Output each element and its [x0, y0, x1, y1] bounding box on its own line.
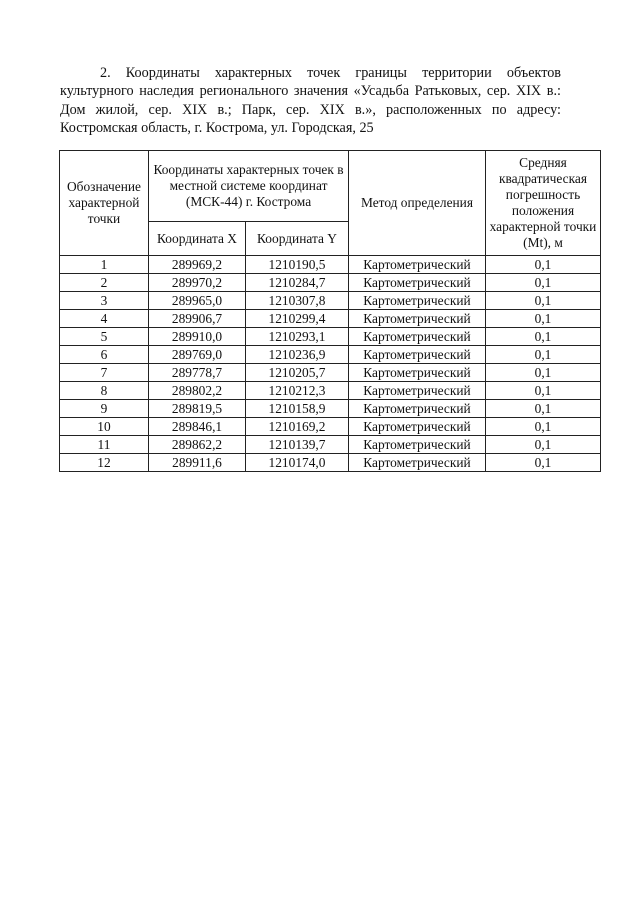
cell-y: 1210236,9	[246, 346, 349, 364]
header-x-label: Координата X	[157, 230, 237, 246]
header-coords-group-label: Координаты характерных точек в местной системе координат (МСК-44) г. Кострома	[153, 162, 344, 209]
cell-y: 1210293,1	[246, 328, 349, 346]
table-row	[60, 346, 601, 364]
cell-method: Картометрический	[349, 328, 486, 346]
cell-y: 1210174,0	[246, 454, 349, 472]
cell-x: 289778,7	[149, 364, 246, 382]
cell-error: 0,1	[486, 418, 601, 436]
cell-error: 0,1	[486, 274, 601, 292]
cell-y: 1210299,4	[246, 310, 349, 328]
cell-method: Картометрический	[349, 436, 486, 454]
cell-y: 1210169,2	[246, 418, 349, 436]
cell-method: Картометрический	[349, 382, 486, 400]
cell-y: 1210307,8	[246, 292, 349, 310]
header-coords-group	[149, 151, 349, 222]
cell-y: 1210190,5	[246, 256, 349, 274]
cell-method: Картометрический	[349, 400, 486, 418]
table-body	[60, 256, 601, 472]
cell-point: 2	[60, 274, 149, 292]
cell-error: 0,1	[486, 436, 601, 454]
cell-error: 0,1	[486, 346, 601, 364]
cell-point: 8	[60, 382, 149, 400]
table-row	[60, 274, 601, 292]
cell-error: 0,1	[486, 382, 601, 400]
header-y-label: Координата Y	[257, 230, 337, 246]
header-method	[349, 151, 486, 256]
cell-error: 0,1	[486, 256, 601, 274]
cell-point: 7	[60, 364, 149, 382]
cell-error: 0,1	[486, 292, 601, 310]
cell-x: 289911,6	[149, 454, 246, 472]
table-row	[60, 364, 601, 382]
cell-x: 289965,0	[149, 292, 246, 310]
header-point	[60, 151, 149, 256]
cell-method: Картометрический	[349, 454, 486, 472]
header-error	[486, 151, 601, 256]
cell-point: 5	[60, 328, 149, 346]
cell-x: 289906,7	[149, 310, 246, 328]
cell-method: Картометрический	[349, 292, 486, 310]
cell-x: 289910,0	[149, 328, 246, 346]
table-row	[60, 256, 601, 274]
intro-text: 2. Координаты характерных точек границы территории объектов культурного наследия регионального значения «Усадьба Ратьковых, сер. XIX в.: Дом жилой, сер. XIX в.; Парк, сер. XIX в.», расположенных по адресу: Костромская область, г. Кострома, ул. Городская, 25	[60, 65, 561, 137]
cell-point: 4	[60, 310, 149, 328]
cell-point: 6	[60, 346, 149, 364]
cell-method: Картометрический	[349, 418, 486, 436]
table-row	[60, 292, 601, 310]
cell-y: 1210205,7	[246, 364, 349, 382]
header-point-label: Обозначение характерной точки	[67, 179, 141, 226]
cell-x: 289862,2	[149, 436, 246, 454]
cell-point: 3	[60, 292, 149, 310]
cell-error: 0,1	[486, 364, 601, 382]
header-error-label: Средняя квадратическая погрешность положения характерной точки (Mt), м	[489, 155, 597, 250]
cell-x: 289819,5	[149, 400, 246, 418]
cell-point: 1	[60, 256, 149, 274]
cell-x: 289846,1	[149, 418, 246, 436]
cell-error: 0,1	[486, 328, 601, 346]
cell-x: 289802,2	[149, 382, 246, 400]
cell-method: Картометрический	[349, 256, 486, 274]
cell-point: 11	[60, 436, 149, 454]
table-row	[60, 328, 601, 346]
cell-x: 289769,0	[149, 346, 246, 364]
table-row	[60, 400, 601, 418]
cell-method: Картометрический	[349, 274, 486, 292]
cell-y: 1210284,7	[246, 274, 349, 292]
cell-point: 10	[60, 418, 149, 436]
table-row	[60, 382, 601, 400]
cell-y: 1210158,9	[246, 400, 349, 418]
cell-method: Картометрический	[349, 364, 486, 382]
table-row	[60, 310, 601, 328]
coordinates-table	[59, 150, 601, 472]
table-row	[60, 454, 601, 472]
cell-x: 289970,2	[149, 274, 246, 292]
cell-point: 12	[60, 454, 149, 472]
cell-error: 0,1	[486, 454, 601, 472]
cell-method: Картометрический	[349, 310, 486, 328]
intro-paragraph	[60, 64, 561, 138]
table-row	[60, 436, 601, 454]
header-x	[149, 222, 246, 256]
cell-y: 1210212,3	[246, 382, 349, 400]
cell-point: 9	[60, 400, 149, 418]
table-row	[60, 418, 601, 436]
header-method-label: Метод определения	[360, 195, 473, 210]
cell-x: 289969,2	[149, 256, 246, 274]
cell-method: Картометрический	[349, 346, 486, 364]
cell-y: 1210139,7	[246, 436, 349, 454]
header-y	[246, 222, 349, 256]
cell-error: 0,1	[486, 400, 601, 418]
cell-error: 0,1	[486, 310, 601, 328]
